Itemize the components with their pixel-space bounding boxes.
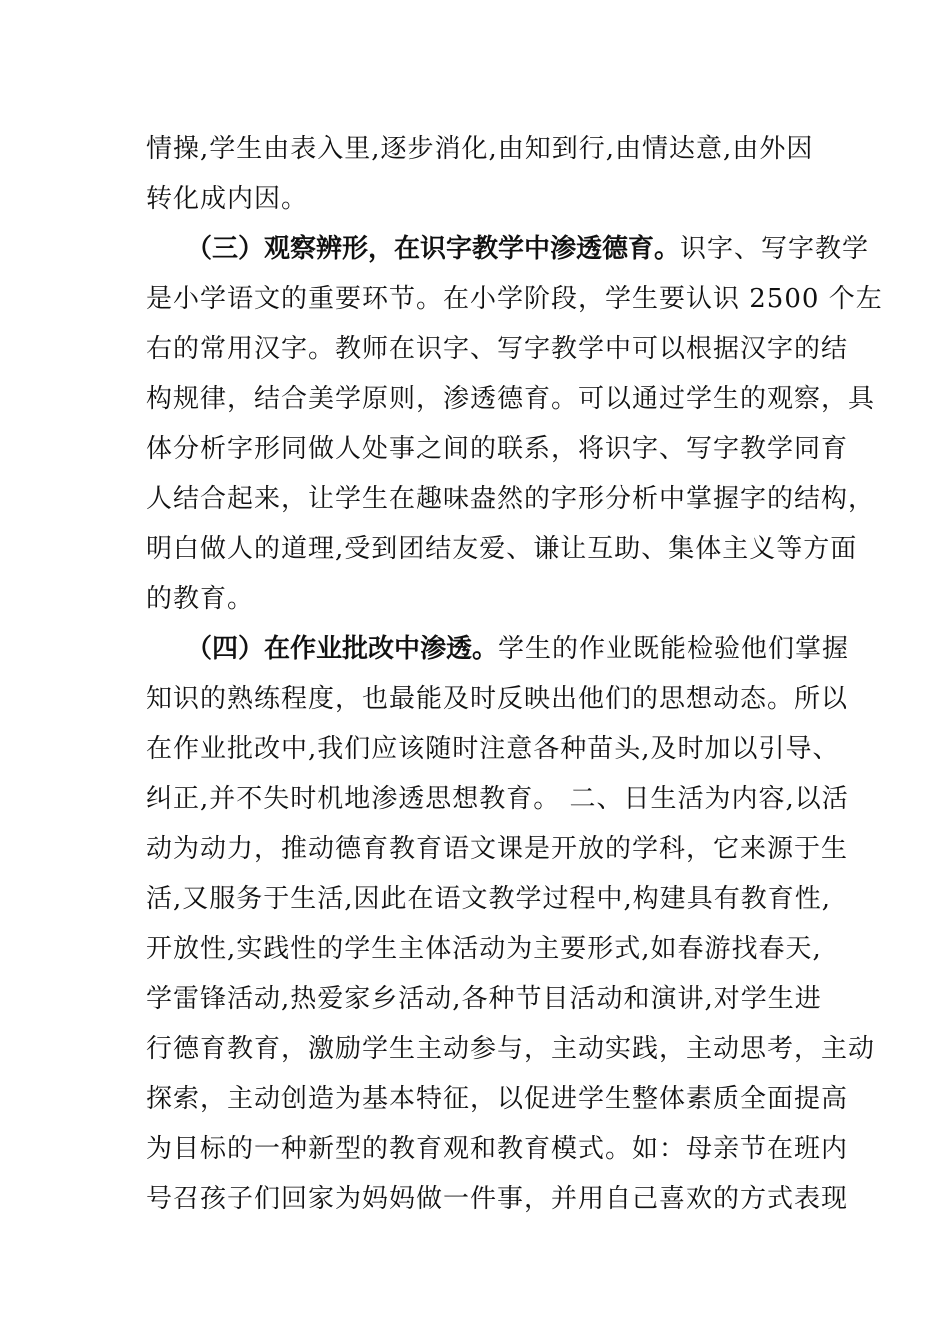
body-line-19: 行德育教育，激励学生主动参与，主动实践，主动思考，主动 bbox=[146, 1034, 876, 1064]
body-line-5: 右的常用汉字。教师在识字、写字教学中可以根据汉字的结 bbox=[146, 334, 849, 364]
section-3-heading: （三）观察辨形，在识字教学中渗透德育。 bbox=[186, 234, 681, 264]
body-line-2: 转化成内因。 bbox=[146, 184, 309, 214]
body-line-1: 情操,学生由表入里,逐步消化,由知到行,由情达意,由外因 bbox=[146, 134, 814, 164]
body-line-8: 人结合起来，让学生在趣味盎然的字形分析中掌握字的结构， bbox=[146, 484, 876, 514]
body-line-10: 的教育。 bbox=[146, 584, 255, 614]
body-line-12: 知识的熟练程度，也最能及时反映出他们的思想动态。所以 bbox=[146, 684, 849, 714]
body-line-21: 为目标的一种新型的教育观和教育模式。如：母亲节在班内 bbox=[146, 1134, 849, 1164]
body-line-17: 开放性,实践性的学生主体活动为主要形式,如春游找春天, bbox=[146, 934, 822, 964]
paragraph-3-first-line bbox=[186, 227, 870, 271]
body-line-13: 在作业批改中,我们应该随时注意各种苗头,及时加以引导、 bbox=[146, 734, 840, 764]
body-line-20: 探索，主动创造为基本特征，以促进学生整体素质全面提高 bbox=[146, 1084, 849, 1114]
body-line-6: 构规律，结合美学原则，渗透德育。可以通过学生的观察，具 bbox=[146, 384, 876, 414]
body-line-22: 号召孩子们回家为妈妈做一件事，并用自己喜欢的方式表现 bbox=[146, 1184, 849, 1214]
body-line-16: 活,又服务于生活,因此在语文教学过程中,构建具有教育性, bbox=[146, 884, 832, 914]
body-line-4: 是小学语文的重要环节。在小学阶段，学生要认识 2500 个左 bbox=[146, 284, 883, 314]
body-line-14: 纠正,并不失时机地渗透思想教育。 二、日生活为内容,以活 bbox=[146, 784, 849, 814]
paragraph-4-lead-text: 学生的作业既能检验他们掌握 bbox=[498, 634, 850, 664]
paragraph-4-first-line bbox=[186, 627, 850, 671]
body-line-18: 学雷锋活动,热爱家乡活动,各种节目活动和演讲,对学生进 bbox=[146, 984, 822, 1014]
body-line-15: 动为动力，推动德育教育语文课是开放的学科，它来源于生 bbox=[146, 834, 849, 864]
body-line-7: 体分析字形同做人处事之间的联系，将识字、写字教学同育 bbox=[146, 434, 849, 464]
section-4-heading: （四）在作业批改中渗透。 bbox=[186, 634, 499, 664]
body-line-9: 明白做人的道理,受到团结友爱、谦让互助、集体主义等方面 bbox=[146, 534, 858, 564]
paragraph-3-lead-text: 识字、写字教学 bbox=[680, 234, 870, 264]
